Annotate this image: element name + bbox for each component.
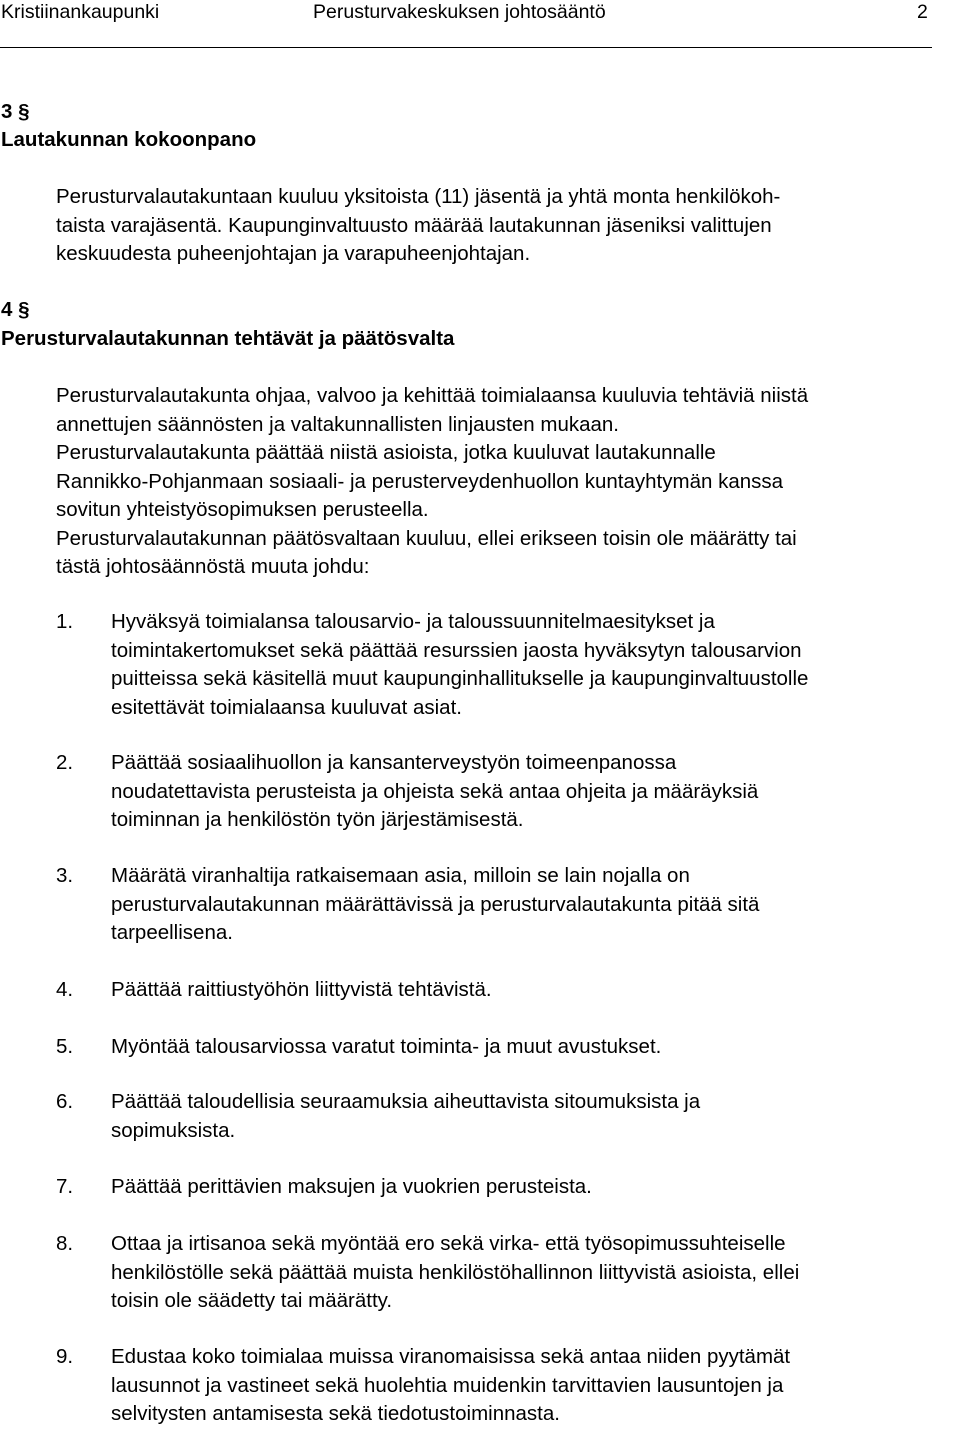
list-line: sopimuksista. bbox=[111, 1118, 236, 1142]
list-line: tarpeellisena. bbox=[111, 921, 233, 944]
list-text bbox=[111, 1343, 790, 1429]
list-number: 2. bbox=[56, 751, 74, 774]
list-line: Myöntää talousarviossa varatut toiminta- ja muut avustukset. bbox=[111, 1035, 662, 1058]
list-line: toimintakertomukset sekä päättää resurssien jaosta hyväksytyn talousarvion bbox=[111, 638, 802, 662]
list-text bbox=[111, 1230, 799, 1316]
list-number: 4. bbox=[56, 978, 74, 1001]
list-line: lausunnot ja vastineet sekä huolehtia muidenkin tarvittavien lausuntojen ja bbox=[111, 1373, 784, 1397]
section-3-title: Lautakunnan kokoonpano bbox=[1, 128, 257, 151]
header-rule bbox=[0, 47, 932, 48]
list-number: 5. bbox=[56, 1035, 74, 1058]
list-line: Päättää perittävien maksujen ja vuokrien perusteista. bbox=[111, 1175, 592, 1198]
list-number: 8. bbox=[56, 1232, 74, 1255]
list-number: 9. bbox=[56, 1345, 74, 1368]
list-text bbox=[111, 608, 808, 722]
list-line: selvitysten antamisesta sekä tiedotustoiminnasta. bbox=[111, 1402, 560, 1425]
paragraph-line: tästä johtosäännöstä muuta johdu: bbox=[56, 555, 370, 578]
section-3-paragraph bbox=[56, 183, 780, 269]
paragraph-line: Perusturvalautakunta ohjaa, valvoo ja kehittää toimialaansa kuuluvia tehtäviä niistä bbox=[56, 384, 809, 407]
paragraph-line: Perusturvalautakunnan päätösvaltaan kuuluu, ellei erikseen toisin ole määrätty tai bbox=[56, 526, 797, 550]
list-text bbox=[111, 976, 492, 1005]
list-line: henkilöstölle sekä päättää muista henkilöstöhallinnon liittyvistä asioista, ellei bbox=[111, 1260, 800, 1284]
header-document-title: Perusturvakeskuksen johtosääntö bbox=[313, 1, 606, 23]
list-number: 3. bbox=[56, 864, 74, 887]
list-number: 7. bbox=[56, 1175, 74, 1198]
list-line: perusturvalautakunnan määrättävissä ja perusturvalautakunta pitää sitä bbox=[111, 892, 760, 916]
section-3-number: 3 § bbox=[1, 100, 30, 123]
list-line: Hyväksyä toimialansa talousarvio- ja taloussuunnitelmaesitykset ja bbox=[111, 610, 715, 633]
list-text bbox=[111, 749, 758, 835]
section-4-title: Perusturvalautakunnan tehtävät ja päätösvalta bbox=[1, 327, 455, 350]
list-line: Päättää taloudellisia seuraamuksia aiheuttavista sitoumuksista ja bbox=[111, 1090, 701, 1113]
paragraph-line: Perusturvalautakunta päättää niistä asioista, jotka kuuluvat lautakunnalle bbox=[56, 441, 716, 464]
header-organization: Kristiinankaupunki bbox=[1, 1, 160, 23]
paragraph-line: Perusturvalautakuntaan kuuluu yksitoista (11) jäsentä ja yhtä monta henkilökoh- bbox=[56, 185, 781, 208]
paragraph-line: keskuudesta puheenjohtajan ja varapuheenjohtajan. bbox=[56, 242, 531, 265]
list-text bbox=[111, 1173, 592, 1202]
list-text bbox=[111, 862, 759, 948]
list-number: 6. bbox=[56, 1090, 74, 1113]
list-number: 1. bbox=[56, 610, 74, 633]
paragraph-line: sovitun yhteistyösopimuksen perusteella. bbox=[56, 498, 429, 521]
list-line: Määrätä viranhaltija ratkaisemaan asia, milloin se lain nojalla on bbox=[111, 864, 690, 887]
section-4-paragraph bbox=[56, 382, 808, 582]
list-line: puitteissa sekä käsitellä muut kaupunginhallitukselle ja kaupunginvaltuustolle bbox=[111, 667, 809, 690]
list-line: toisin ole säädetty tai määrätty. bbox=[111, 1289, 393, 1312]
list-line: Päättää raittiustyöhön liittyvistä tehtävistä. bbox=[111, 978, 492, 1001]
list-text bbox=[111, 1033, 661, 1062]
list-line: Edustaa koko toimialaa muissa viranomaisissa sekä antaa niiden pyytämät bbox=[111, 1345, 791, 1368]
paragraph-line: Rannikko-Pohjanmaan sosiaali- ja perusterveydenhuollon kuntayhtymän kanssa bbox=[56, 469, 784, 493]
paragraph-line: annettujen säännösten ja valtakunnallisten linjausten mukaan. bbox=[56, 412, 619, 436]
header-page-number: 2 bbox=[917, 1, 928, 23]
list-line: noudatettavista perusteista ja ohjeista sekä antaa ohjeita ja määräyksiä bbox=[111, 779, 759, 803]
list-text bbox=[111, 1088, 700, 1145]
paragraph-line: taista varajäsentä. Kaupunginvaltuusto määrää lautakunnan jäseniksi valittujen bbox=[56, 213, 772, 237]
section-4-number: 4 § bbox=[1, 298, 30, 321]
list-line: Päättää sosiaalihuollon ja kansanterveystyön toimeenpanossa bbox=[111, 751, 677, 774]
page-header bbox=[0, 0, 960, 28]
list-line: Ottaa ja irtisanoa sekä myöntää ero sekä virka- että työsopimussuhteiselle bbox=[111, 1232, 786, 1255]
list-line: toiminnan ja henkilöstön työn järjestämisestä. bbox=[111, 808, 524, 831]
list-line: esitettävät toimialaansa kuuluvat asiat. bbox=[111, 695, 462, 719]
